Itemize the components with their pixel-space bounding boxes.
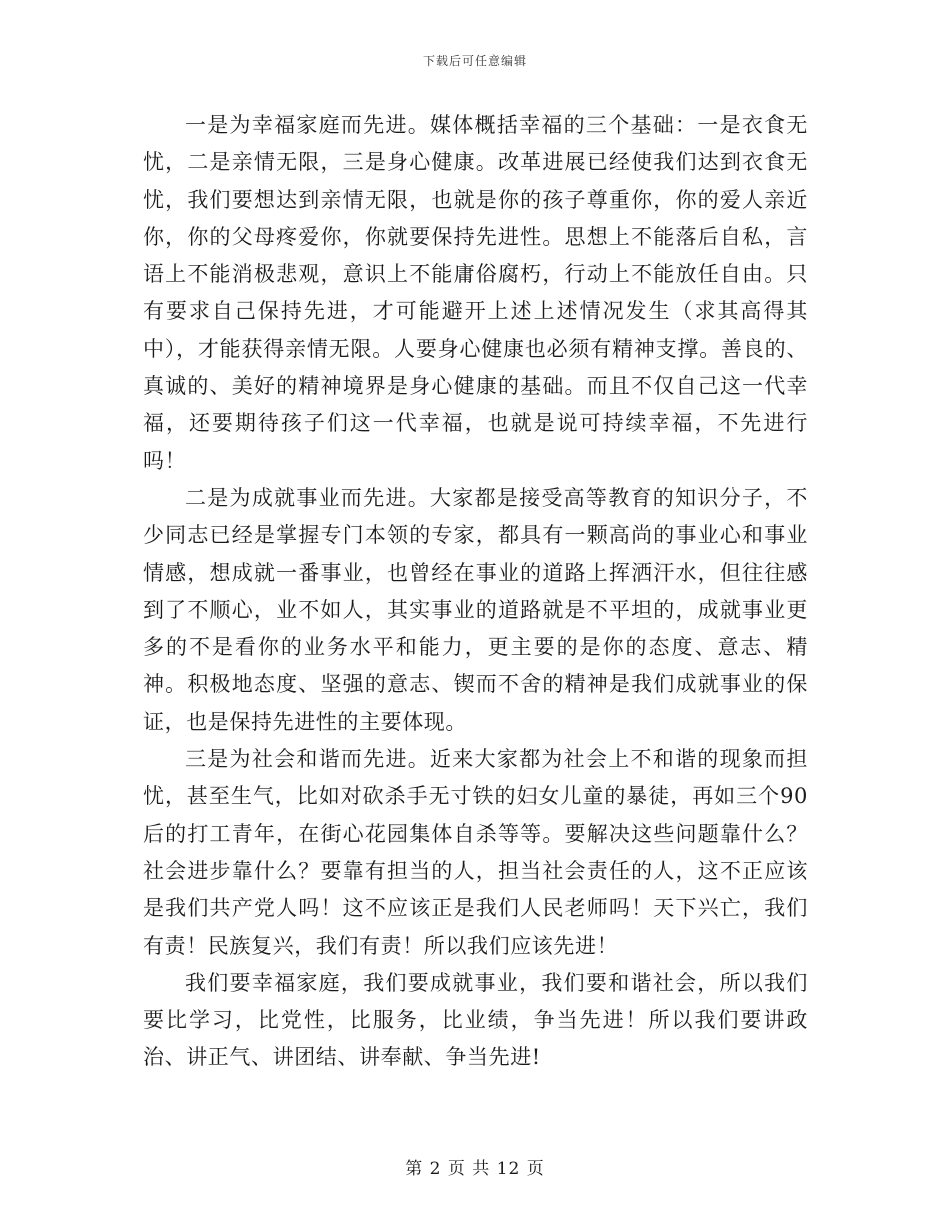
page-header: 下载后可任意编辑 bbox=[422, 54, 527, 68]
paragraph-social-harmony: 三是为社会和谐而先进。近来大家都为社会上不和谐的现象而担忧，甚至生气，比如对砍杀手无寸铁的妇女儿童的暴徒，再如三个90后的打工青年，在街心花园集体自杀等等。要解决这些问题靠什么？社会进步靠什么？要靠有担当的人，担当社会责任的人，这不正应该是我们共产党人吗！这不应该正是我们人民老师吗！天下兴亡，我们有责！民族复兴，我们有责！所以我们应该先进！ bbox=[143, 747, 808, 958]
document-body bbox=[143, 107, 808, 1077]
paragraph-conclusion: 我们要幸福家庭，我们要成就事业，我们要和谐社会，所以我们要比学习，比党性，比服务，比业绩，争当先进！所以我们要讲政治、讲正气、讲团结、讲奉献、争当先进! bbox=[143, 970, 808, 1070]
paragraph-career: 二是为成就事业而先进。大家都是接受高等教育的知识分子，不少同志已经是掌握专门本领的专家，都具有一颗高尚的事业心和事业情感，想成就一番事业，也曾经在事业的道路上挥洒汗水，但往往感到了不顺心，业不如人，其实事业的道路就是不平坦的，成就事业更多的不是看你的业务水平和能力，更主要的是你的态度、意志、精神。积极地态度、坚强的意志、锲而不舍的精神是我们成就事业的保证，也是保持先进性的主要体现。 bbox=[143, 485, 808, 734]
page-number-footer: 第 2 页 共 12 页 bbox=[405, 1159, 545, 1179]
paragraph-happy-family: 一是为幸福家庭而先进。媒体概括幸福的三个基础：一是衣食无忧，二是亲情无限，三是身心健康。改革进展已经使我们达到衣食无忧，我们要想达到亲情无限，也就是你的孩子尊重你，你的爱人亲近你，你的父母疼爱你，你就要保持先进性。思想上不能落后自私，言语上不能消极悲观，意识上不能庸俗腐朽，行动上不能放任自由。只有要求自己保持先进，才可能避开上述上述情况发生（求其高得其中），才能获得亲情无限。人要身心健康也必须有精神支撑。善良的、真诚的、美好的精神境界是身心健康的基础。而且不仅自己这一代幸福，还要期待孩子们这一代幸福，也就是说可持续幸福，不先进行吗！ bbox=[143, 113, 808, 473]
